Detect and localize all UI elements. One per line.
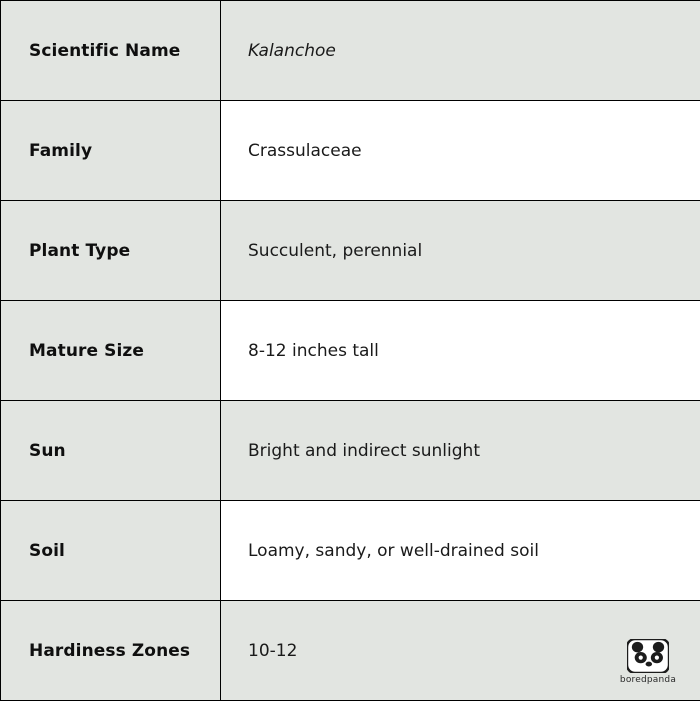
panda-logo-icon [627, 639, 669, 673]
row-label: Sun [1, 401, 221, 501]
table-row [1, 101, 700, 201]
row-value: Kalanchoe [221, 1, 700, 101]
table-row [1, 301, 700, 401]
row-label: Plant Type [1, 201, 221, 301]
row-value: Succulent, perennial [221, 201, 700, 301]
table-row [1, 401, 700, 501]
table-row [1, 201, 700, 301]
row-label: Soil [1, 501, 221, 601]
watermark [618, 627, 678, 685]
row-label: Mature Size [1, 301, 221, 401]
row-label: Scientific Name [1, 1, 221, 101]
table-row [1, 1, 700, 101]
table-row [1, 601, 700, 701]
row-value: 8-12 inches tall [221, 301, 700, 401]
table-row [1, 501, 700, 601]
row-label: Family [1, 101, 221, 201]
watermark-label: boredpanda [619, 675, 677, 685]
row-label: Hardiness Zones [1, 601, 221, 701]
table-body [1, 1, 700, 701]
row-value: Bright and indirect sunlight [221, 401, 700, 501]
row-value: Loamy, sandy, or well-drained soil [221, 501, 700, 601]
row-value: Crassulaceae [221, 101, 700, 201]
row-value: 10-12 [221, 601, 700, 701]
